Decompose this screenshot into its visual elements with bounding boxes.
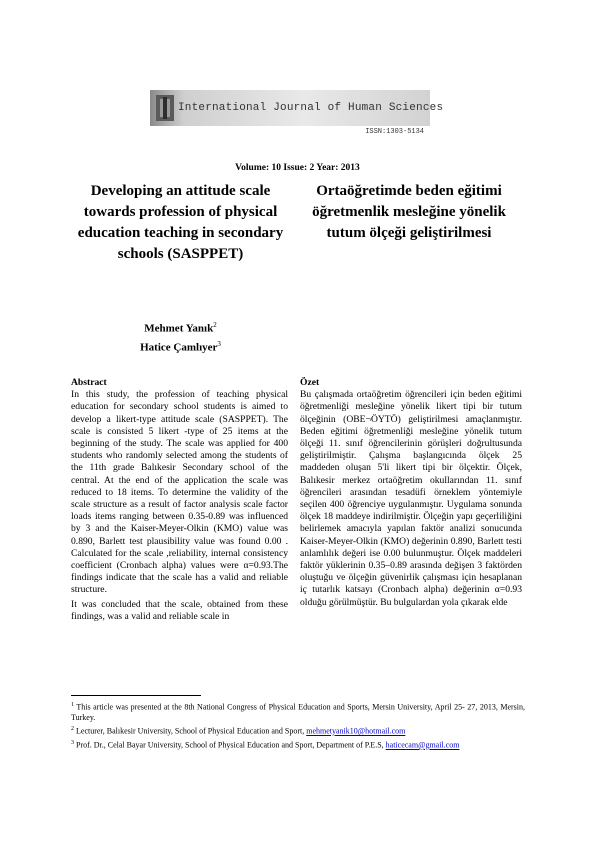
- title-turkish: Ortaöğretimde beden eğitimi öğretmenlik mesleğine yönelik tutum ölçeği geliştirilmesi: [312, 183, 506, 241]
- email-link[interactable]: mehmetyanik10@hotmail.com: [306, 726, 406, 736]
- footnote: $^2$ Lecturer, Balıkesir University, School of Physical Education and Sport, mehmetyanik10@hotmail.com: [71, 726, 406, 736]
- ozet-column: [300, 377, 522, 609]
- abstract-paragraph: In this study, the profession of teaching physical education for secondary school students is aimed to develop a likert-type attitude scale (SASPPET). The scale is consisted 5 likert -type of 25 items at the beginning of the study. The scale was applied for 400 students who randomly selected among the students of the 11th grade Balıkesir Secondary school of the central. At the end of the application the scale was reduced to 18 items. To determine the validity of the scale structure as a result of factor analysis scale factor loads items ranging between 0.35-0.89 was influenced by 3 and the Kaiser-Meyer-Olkin (KMO) value was 0.890, Barlett test plausibility value was found 0.00 . Calculated for the scale ,reliability, internal consistency coefficient (Cronbach alpha) values were α=0.93.The findings indicate that the scale has a valid and reliable structure.: [71, 389, 288, 596]
- footnote: $^1$ This article was presented at the 8th National Congress of Physical Education and Sports, Mersin University, April 25- 27, 2013, Mersin, Turkey.: [71, 702, 525, 722]
- title-english: Developing an attitude scale towards profession of physical education teaching in secondary schools (SASPPET): [77, 183, 284, 262]
- journal-logo-icon: [154, 93, 176, 123]
- author: Hatice Çamlıyer$^3$: [140, 339, 221, 354]
- author: Mehmet Yanık$^2$: [144, 321, 217, 335]
- abstract-heading: Abstract: [71, 377, 107, 388]
- footnote: $^3$ Prof. Dr., Celal Bayar University, School of Physical Education and Sport, Department of P.E.S, haticecam@gmail.com: [71, 739, 460, 750]
- ozet-paragraph: Bu çalışmada ortaöğretim öğrencileri için beden eğitimi öğretmenliği mesleğine yönelik likert tipi bir tutum ölçeğinin (OBE¬ÖYTÖ) geliştirilmesi amaçlanmıştır. Beden eğitimi öğretmenliği mesleğine yönelik tutum ölçeği 11. sınıf öğrencilerinin görüşleri doğrultusunda geliştirilmiştir. Çalışma başlangıcında ölçek 25 maddeden oluşan 5'li likert tipi bir ölçektir. Ölçek, Balıkesir merkez ortaöğretim okullarından 11. sınıf öğrencileri arasından tesadüfi örneklem yöntemiyle seçilen 400 öğrenciye uygulanmıştır. Uygulama sonunda ölçek 18 maddeye indirilmiştir. Ölçeğin yapı geçerliliğini belirlemek amacıyla yapılan faktör analizi sonucunda Kaiser-Meyer-Olkin (KMO) değerinin 0.890, Barlett testi anlamlılık değeri ise 0.00 bulunmuştur. Ölçek maddeleri faktör yüklerinin 0.35–0.89 arasında değişen 3 faktörden oluştuğu ve ölçeğin güvenirlik çalışması için hesaplanan iç tutarlık katsayı (Cronbach alpha) değerinin α=0.93 olduğu görülmüştür. Bu bulgulardan yola çıkarak elde: [300, 389, 522, 608]
- volume-issue-year: Volume: 10 Issue: 2 Year: 2013: [235, 163, 360, 173]
- abstract-column: [71, 377, 288, 623]
- ozet-heading: Özet: [300, 377, 320, 388]
- journal-header-banner: [150, 90, 444, 140]
- author-footnote-mark: 2: [213, 321, 217, 329]
- journal-title: International Journal of Human Sciences: [178, 102, 444, 114]
- email-link[interactable]: haticecam@gmail.com: [385, 740, 460, 750]
- journal-banner-bar: [150, 90, 444, 126]
- footnote-separator: [71, 695, 201, 696]
- footnotes: [71, 700, 525, 752]
- abstract-paragraph: It was concluded that the scale, obtained from these findings, was a valid and reliable scale in: [71, 598, 288, 622]
- author-list: [68, 318, 293, 355]
- author-footnote-mark: 3: [217, 339, 221, 348]
- issn: ISSN:1303-5134: [365, 128, 424, 136]
